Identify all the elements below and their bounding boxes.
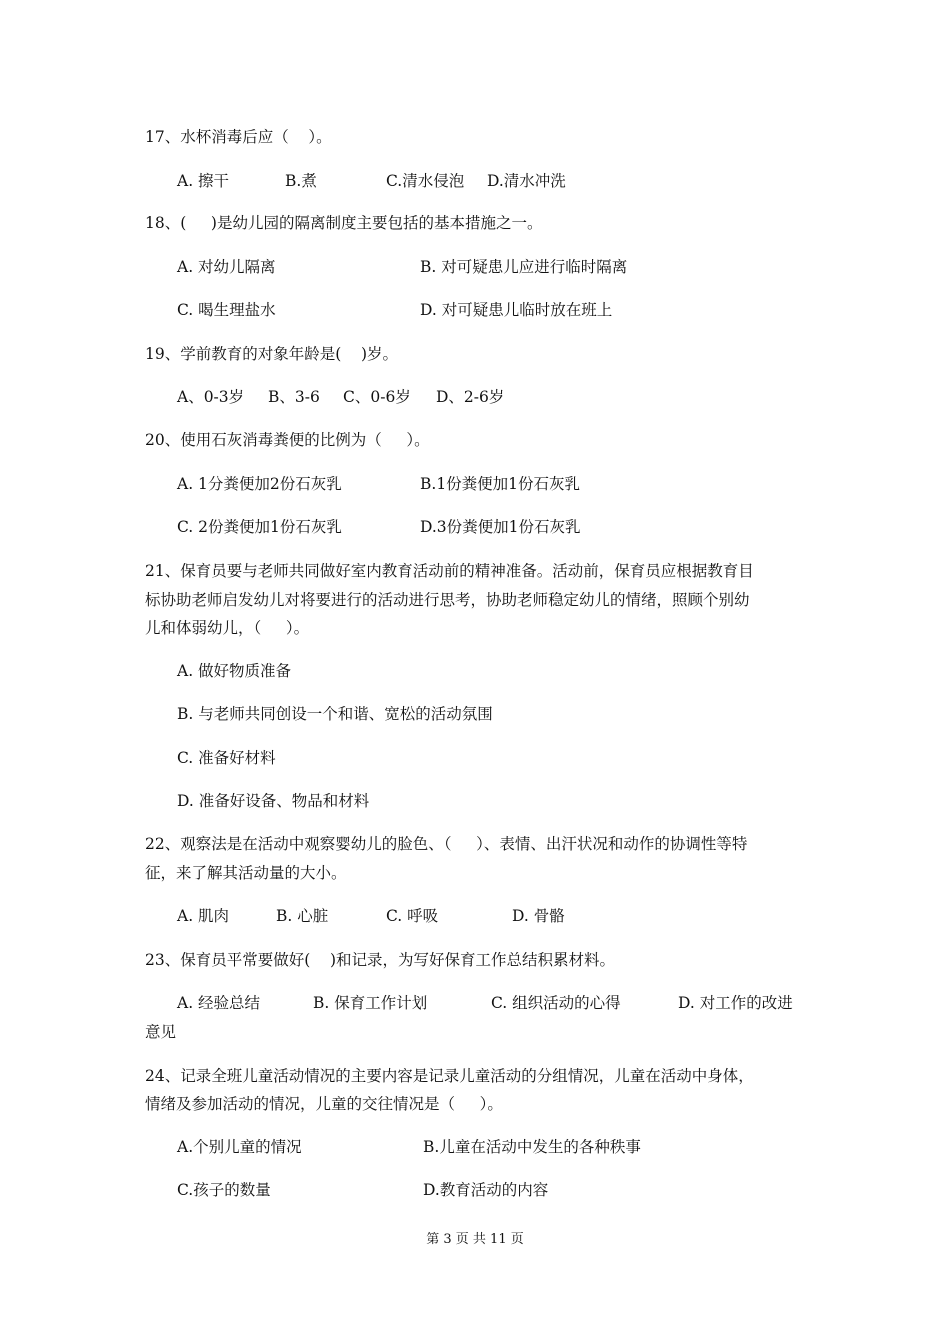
question-21-stem-line-3: 儿和体弱幼儿，（ ）。 [145, 619, 310, 637]
q21-option-b: B. 与老师共同创设一个和谐、宽松的活动氛围 [177, 705, 493, 723]
q22-option-d: D. 骨骼 [512, 907, 565, 925]
q19-option-c: C、0-6岁 [343, 388, 411, 406]
q23-option-d: D. 对工作的改进 [678, 994, 793, 1012]
q23-option-b: B. 保育工作计划 [313, 994, 428, 1012]
q24-option-c: C.孩子的数量 [177, 1181, 271, 1199]
question-21-stem-line-1: 21、保育员要与老师共同做好室内教育活动前的精神准备。活动前，保育员应根据教育目 [145, 562, 754, 580]
q18-option-d: D. 对可疑患儿临时放在班上 [420, 301, 613, 319]
q23-option-c: C. 组织活动的心得 [491, 994, 621, 1012]
q17-option-b: B.煮 [285, 172, 317, 190]
q21-option-a: A. 做好物质准备 [177, 662, 292, 680]
question-24-stem-line-1: 24、记录全班儿童活动情况的主要内容是记录儿童活动的分组情况，儿童在活动中身体， [145, 1067, 754, 1085]
q18-option-b: B. 对可疑患儿应进行临时隔离 [420, 258, 628, 276]
question-22-stem-line-1: 22、观察法是在活动中观察婴幼儿的脸色、（ ）、表情、出汗状况和动作的协调性等特 [145, 835, 748, 853]
q22-option-b: B. 心脏 [276, 907, 329, 925]
q19-option-b: B、3-6 [268, 388, 320, 406]
q20-option-c: C. 2份粪便加1份石灰乳 [177, 518, 342, 536]
question-19-stem: 19、学前教育的对象年龄是( )岁。 [145, 345, 399, 363]
q17-option-a: A. 擦干 [177, 172, 230, 190]
question-17-stem: 17、水杯消毒后应（ ）。 [145, 128, 332, 146]
q17-option-c: C.清水侵泡 [386, 172, 465, 190]
question-18-stem: 18、( )是幼儿园的隔离制度主要包括的基本措施之一。 [145, 214, 543, 232]
question-22-stem-line-2: 征，来了解其活动量的大小。 [145, 864, 347, 882]
q23-option-d-wrap: 意见 [145, 1023, 177, 1041]
q24-option-d: D.教育活动的内容 [423, 1181, 549, 1199]
q24-option-a: A.个别儿童的情况 [177, 1138, 302, 1156]
q19-option-d: D、2-6岁 [436, 388, 505, 406]
question-24-stem-line-2: 情绪及参加活动的情况，儿童的交往情况是（ ）。 [145, 1095, 503, 1113]
q22-option-a: A. 肌肉 [177, 907, 230, 925]
q22-option-c: C. 呼吸 [386, 907, 439, 925]
question-20-stem: 20、使用石灰消毒粪便的比例为（ ）。 [145, 431, 430, 449]
q19-option-a: A、0-3岁 [177, 388, 245, 406]
q23-option-a: A. 经验总结 [177, 994, 261, 1012]
q21-option-c: C. 准备好材料 [177, 749, 276, 767]
q18-option-c: C. 喝生理盐水 [177, 301, 276, 319]
q18-option-a: A. 对幼儿隔离 [177, 258, 276, 276]
q20-option-a: A. 1分粪便加2份石灰乳 [177, 475, 342, 493]
q21-option-d: D. 准备好设备、物品和材料 [177, 792, 370, 810]
question-21-stem-line-2: 标协助老师启发幼儿对将要进行的活动进行思考，协助老师稳定幼儿的情绪，照顾个别幼 [145, 591, 750, 609]
q17-option-d: D.清水冲洗 [487, 172, 566, 190]
page-footer: 第 3 页 共 11 页 [426, 1232, 524, 1247]
q20-option-b: B.1份粪便加1份石灰乳 [420, 475, 581, 493]
q24-option-b: B.儿童在活动中发生的各种秩事 [423, 1138, 641, 1156]
q20-option-d: D.3份粪便加1份石灰乳 [420, 518, 581, 536]
question-23-stem: 23、保育员平常要做好( )和记录，为写好保育工作总结积累材料。 [145, 951, 616, 969]
